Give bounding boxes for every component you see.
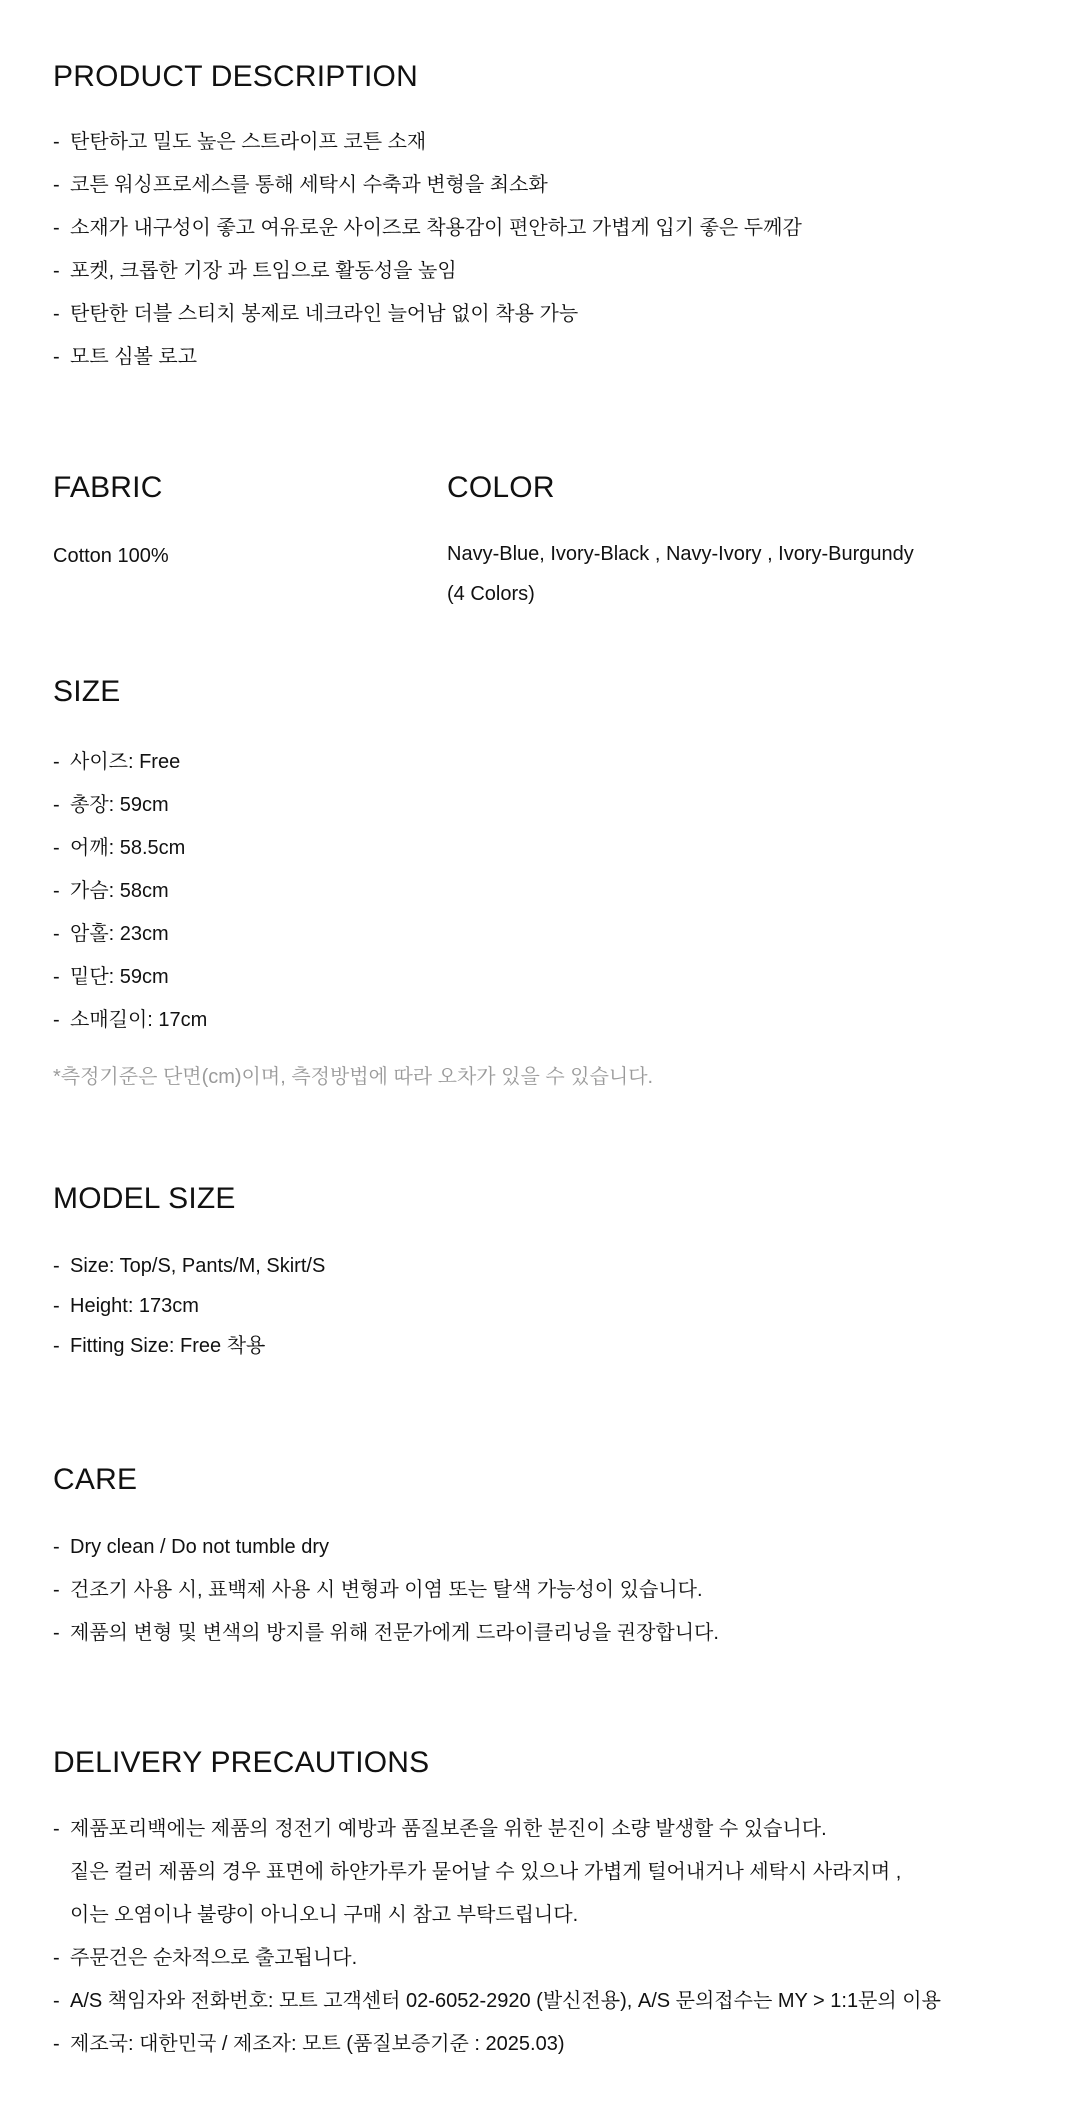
care-item: - Dry clean / Do not tumble dry bbox=[53, 1536, 329, 1558]
product-description-item: - 코튼 워싱프로세스를 통해 세탁시 수축과 변형을 최소화 bbox=[53, 174, 548, 196]
size-heading: SIZE bbox=[53, 675, 121, 708]
color-heading: COLOR bbox=[447, 471, 555, 504]
delivery-item-continuation: 짙은 컬러 제품의 경우 표면에 하얀가루가 묻어날 수 있으나 가볍게 털어내거나 세탁시 사라지며 , bbox=[70, 1861, 902, 1883]
delivery-precautions-heading: DELIVERY PRECAUTIONS bbox=[53, 1746, 430, 1779]
size-measurement-note: *측정기준은 단면(cm)이며, 측정방법에 따라 오차가 있을 수 있습니다. bbox=[53, 1066, 654, 1088]
product-description-item: - 모트 심볼 로고 bbox=[53, 346, 198, 368]
model-size-item: - Fitting Size: Free 착용 bbox=[53, 1335, 266, 1357]
delivery-item: - 제조국: 대한민국 / 제조자: 모트 (품질보증기준 : 2025.03) bbox=[53, 2033, 565, 2055]
fabric-heading: FABRIC bbox=[53, 471, 163, 504]
model-size-item: - Size: Top/S, Pants/M, Skirt/S bbox=[53, 1255, 326, 1277]
size-item: - 사이즈: Free bbox=[53, 751, 181, 773]
fabric-value: Cotton 100% bbox=[53, 545, 169, 567]
product-description-item: - 소재가 내구성이 좋고 여유로운 사이즈로 착용감이 편안하고 가볍게 입기 좋은 두께감 bbox=[53, 217, 802, 239]
product-description-heading: PRODUCT DESCRIPTION bbox=[53, 60, 418, 93]
care-item: - 건조기 사용 시, 표백제 사용 시 변형과 이염 또는 탈색 가능성이 있습니다. bbox=[53, 1579, 703, 1601]
product-description-item: - 탄탄한 더블 스티치 봉제로 네크라인 늘어남 없이 착용 가능 bbox=[53, 303, 579, 325]
model-size-item: - Height: 173cm bbox=[53, 1295, 199, 1317]
size-item: - 가슴: 58cm bbox=[53, 880, 169, 902]
product-description-item: - 포켓, 크롭한 기장 과 트임으로 활동성을 높임 bbox=[53, 260, 457, 282]
delivery-item-continuation: 이는 오염이나 불량이 아니오니 구매 시 참고 부탁드립니다. bbox=[70, 1904, 579, 1926]
color-value: Navy-Blue, Ivory-Black , Navy-Ivory , Ivory-Burgundy bbox=[447, 543, 914, 565]
delivery-item: - 제품포리백에는 제품의 정전기 예방과 품질보존을 위한 분진이 소량 발생할 수 있습니다. bbox=[53, 1818, 827, 1840]
size-item: - 총장: 59cm bbox=[53, 794, 169, 816]
size-item: - 밑단: 59cm bbox=[53, 966, 169, 988]
delivery-item: - A/S 책임자와 전화번호: 모트 고객센터 02-6052-2920 (발신전용), A/S 문의접수는 MY > 1:1문의 이용 bbox=[53, 1990, 941, 2012]
size-item: - 소매길이: 17cm bbox=[53, 1009, 208, 1031]
care-heading: CARE bbox=[53, 1463, 138, 1496]
delivery-item: - 주문건은 순차적으로 출고됩니다. bbox=[53, 1947, 358, 1969]
size-item: - 어깨: 58.5cm bbox=[53, 837, 186, 859]
size-item: - 암홀: 23cm bbox=[53, 923, 169, 945]
color-count: (4 Colors) bbox=[447, 583, 535, 605]
product-description-item: - 탄탄하고 밀도 높은 스트라이프 코튼 소재 bbox=[53, 131, 427, 153]
care-item: - 제품의 변형 및 변색의 방지를 위해 전문가에게 드라이클리닝을 권장합니다. bbox=[53, 1622, 719, 1644]
model-size-heading: MODEL SIZE bbox=[53, 1182, 236, 1215]
